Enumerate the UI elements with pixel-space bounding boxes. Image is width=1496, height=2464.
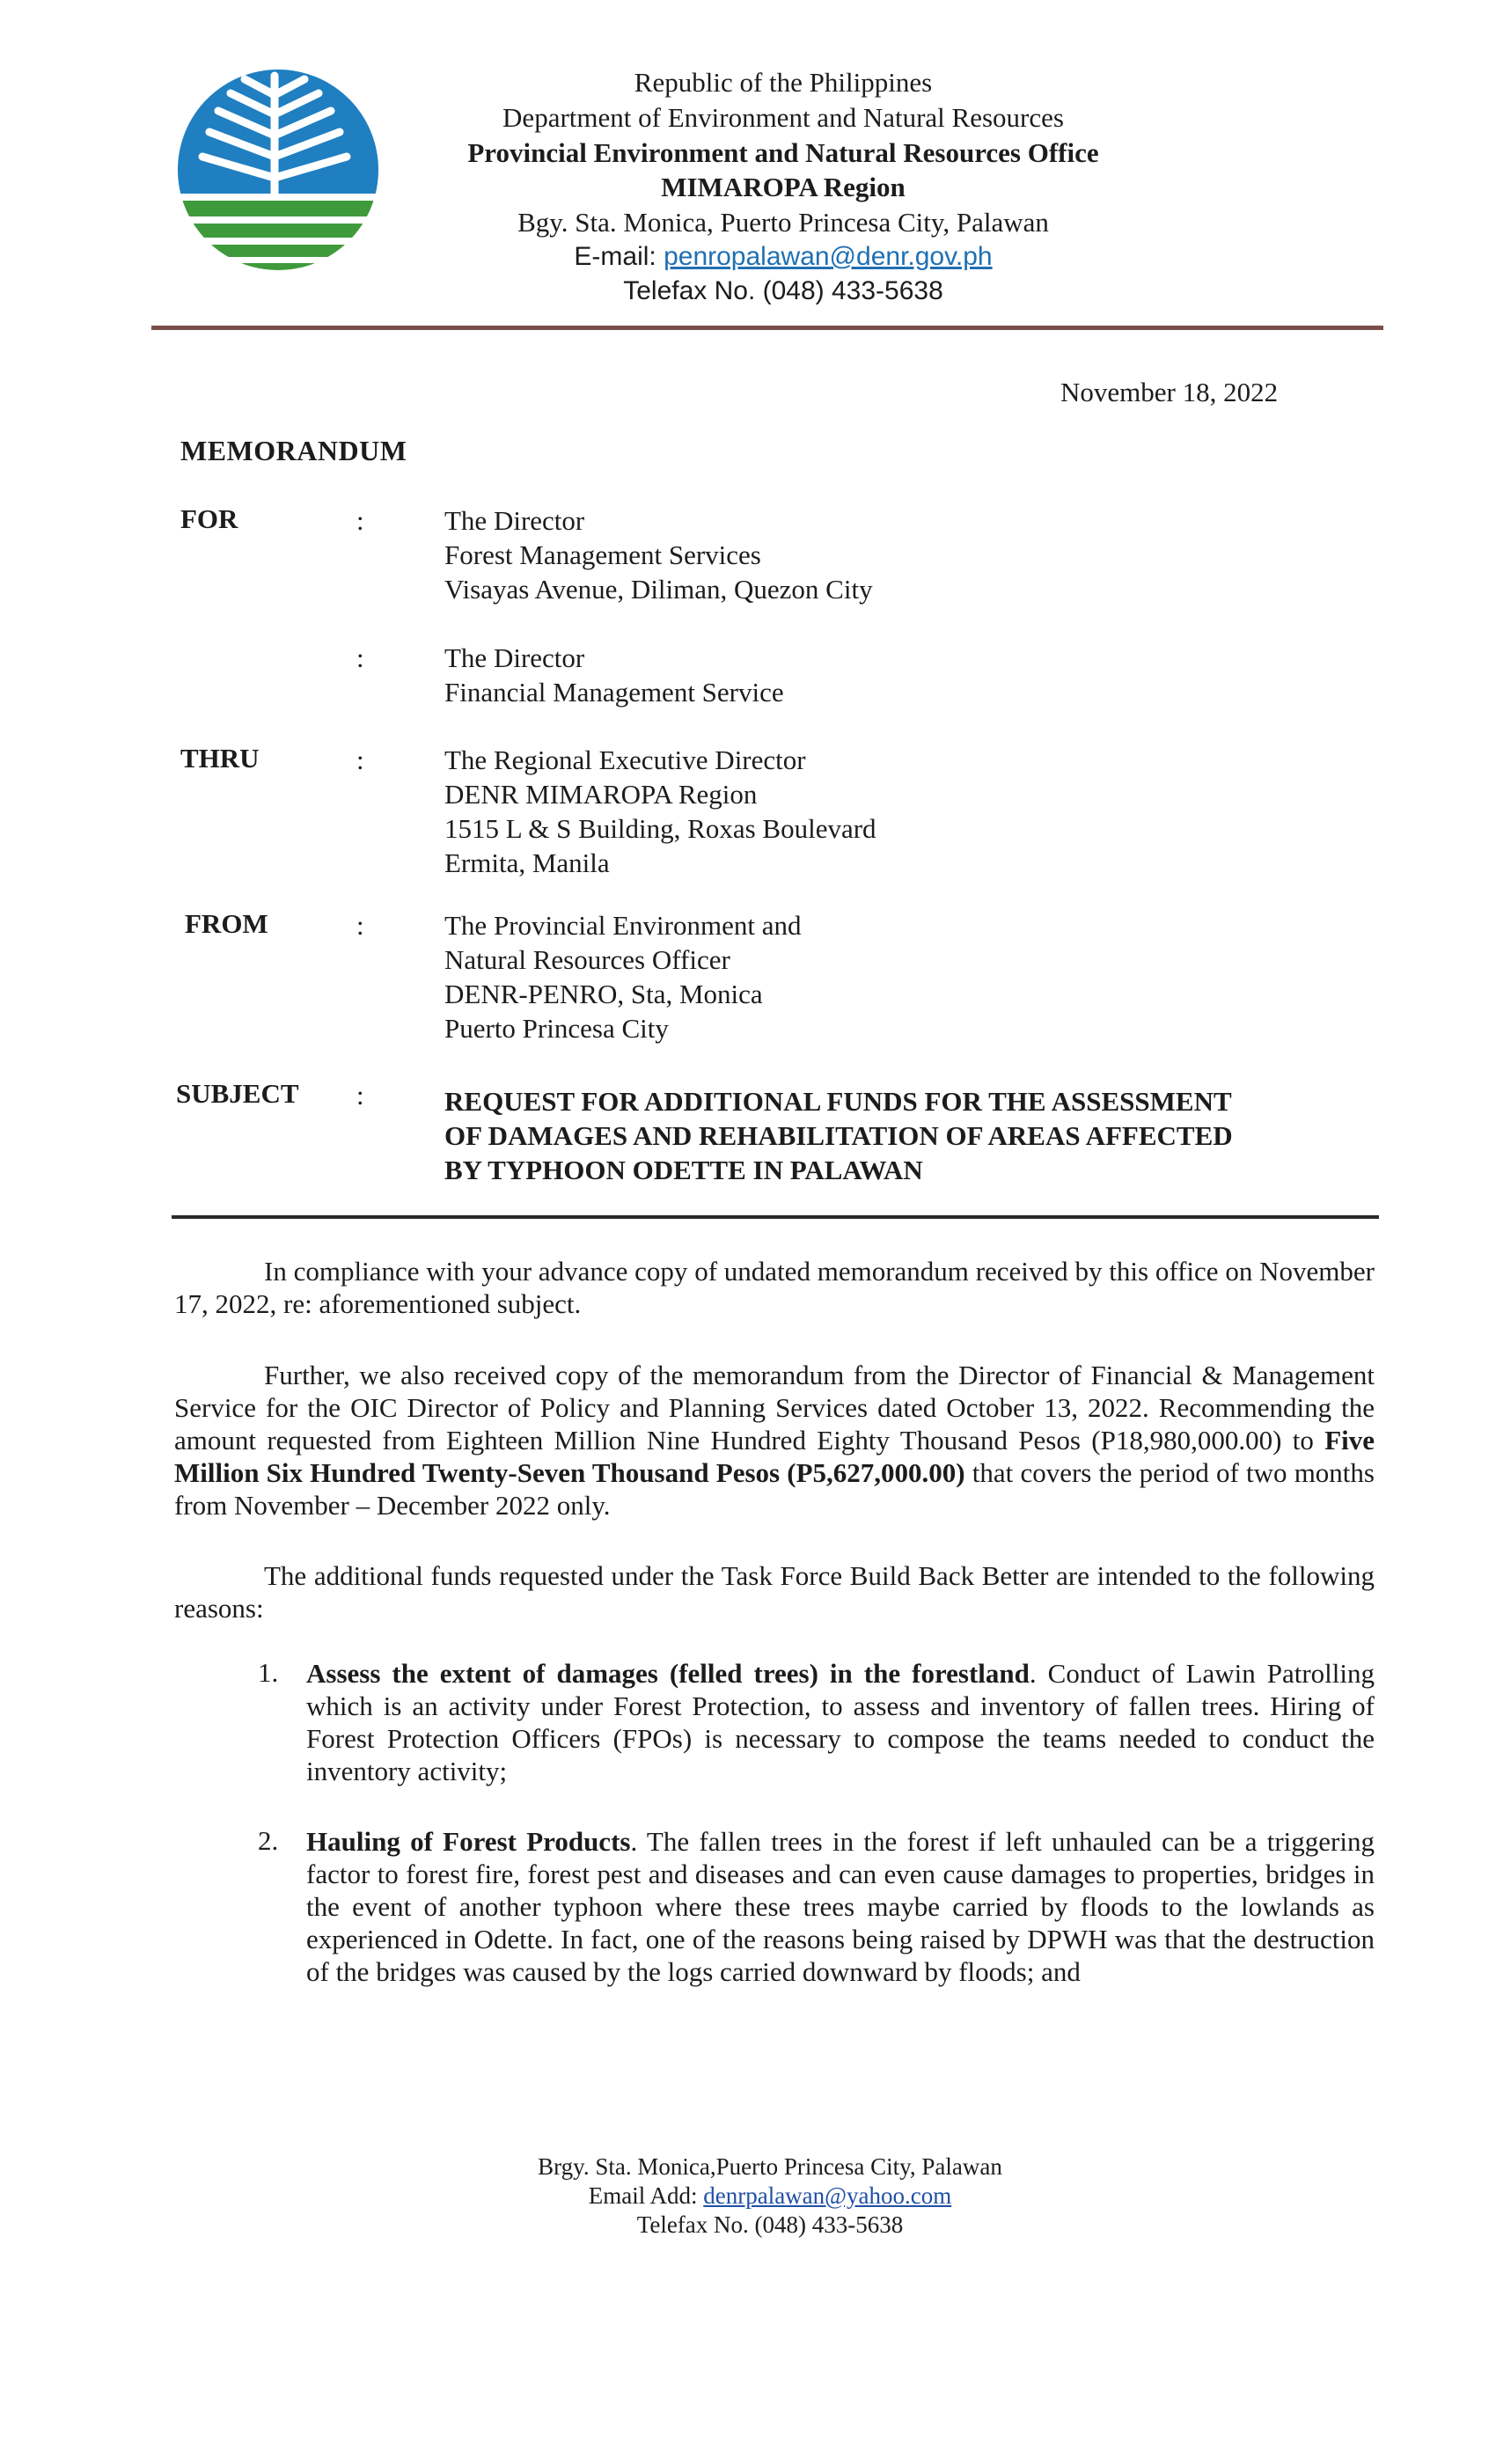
thru-line: The Regional Executive Director (444, 744, 806, 775)
list-item-number: 2. (258, 1825, 279, 1856)
subject-colon: : (356, 1080, 364, 1111)
thru-line: 1515 L & S Building, Roxas Boulevard (444, 813, 876, 844)
subject-line: REQUEST FOR ADDITIONAL FUNDS FOR THE ASSESSMENT (444, 1086, 1232, 1117)
header-telefax: Telefax No. (048) 433-5638 (623, 276, 943, 305)
paragraph-3: The additional funds requested under the Task Force Build Back Better are intended to the following reasons: (174, 1560, 1375, 1624)
list-item-2-text: . The fallen trees in the forest if left unhauled can be a triggering factor to forest fire, forest pest and diseases and can even cause damages to properties, bridges in the event of another typhoon where these trees maybe carried by floods to the lowlands as experienced in Odette. In fact, one of the reasons being raised by DPWH was that the destruction of the bridges was caused by the logs carried downward by floods; and (306, 1826, 1375, 1987)
list-item-1 (306, 1657, 1375, 1787)
list-item-2 (306, 1825, 1375, 1988)
footer-address: Brgy. Sta. Monica,Puerto Princesa City, Palawan (538, 2153, 1002, 2180)
for-recipient-2 (444, 641, 784, 709)
from-sender (444, 908, 801, 1045)
list-item-2-heading: Hauling of Forest Products (306, 1826, 631, 1857)
subject-line: BY TYPHOON ODETTE IN PALAWAN (444, 1155, 923, 1185)
thru-recipient (444, 743, 876, 880)
from-label: FROM (185, 908, 268, 939)
paragraph-2 (174, 1359, 1375, 1522)
header-email-link[interactable]: penropalawan@denr.gov.ph (664, 242, 993, 271)
from-line: Puerto Princesa City (444, 1013, 669, 1044)
for1-line: The Director (444, 505, 585, 536)
paragraph-2-text-b: that covers the period of two months from November – December 2022 only. (174, 1457, 1375, 1521)
header-email-label: E-mail: (574, 242, 656, 271)
header-address: Bgy. Sta. Monica, Puerto Princesa City, Palawan (517, 207, 1049, 238)
memo-date: November 18, 2022 (1060, 377, 1279, 407)
memo-title: MEMORANDUM (180, 435, 407, 466)
subject-line: OF DAMAGES AND REHABILITATION OF AREAS AFFECTED (444, 1120, 1233, 1151)
from-line: Natural Resources Officer (444, 944, 730, 975)
for1-line: Visayas Avenue, Diliman, Quezon City (444, 574, 873, 605)
subject-text (444, 1084, 1233, 1187)
footer-email-link[interactable]: denrpalawan@yahoo.com (703, 2182, 952, 2209)
header-department: Department of Environment and Natural Resources (502, 102, 1064, 133)
thru-label: THRU (180, 743, 260, 774)
footer (440, 2152, 1100, 2240)
for2-line: The Director (444, 642, 585, 673)
from-line: The Provincial Environment and (444, 910, 802, 941)
paragraph-1: In compliance with your advance copy of undated memorandum received by this office on November 17, 2022, re: aforementioned subject. (174, 1256, 1375, 1319)
footer-email-line (440, 2182, 1100, 2211)
header-office: Provincial Environment and Natural Resources Office (467, 137, 1099, 168)
paragraph-2-amount: Five Million Six Hundred Twenty-Seven Thousand Pesos (P5,627,000.00) (174, 1425, 1375, 1488)
for2-line: Financial Management Service (444, 677, 784, 708)
thru-line: Ermita, Manila (444, 847, 610, 878)
footer-email-label: Email Add: (588, 2182, 704, 2209)
for2-colon: : (356, 642, 364, 673)
for-label: FOR (180, 503, 238, 534)
paragraph-2-text-a: Further, we also received copy of the memorandum from the Director of Financial & Management Service for the OIC Director of Policy and Planning Services dated October 13, 2022. Recommending the amount requested from Eighteen Million Nine Hundred Eighty Thousand Pesos (P18,980,000.00) to (174, 1360, 1375, 1456)
subject-label: SUBJECT (176, 1078, 299, 1109)
thru-line: DENR MIMAROPA Region (444, 779, 758, 810)
header-republic: Republic of the Philippines (634, 67, 933, 98)
subject-divider (172, 1215, 1379, 1219)
header-divider (151, 326, 1383, 330)
for-recipient-1 (444, 503, 873, 606)
header-email-line (264, 239, 1302, 274)
list-item-1-heading: Assess the extent of damages (felled trees) in the forestland (306, 1658, 1030, 1689)
list-item-number: 1. (258, 1657, 279, 1688)
for-colon: : (356, 505, 364, 536)
list-item-1-text: . Conduct of Lawin Patrolling which is an activity under Forest Protection, to assess and inventory of fallen trees. Hiring of Forest Protection Officers (FPOs) is necessary to compose the teams needed to conduct the inventory activity; (306, 1658, 1375, 1786)
from-line: DENR-PENRO, Sta, Monica (444, 979, 763, 1009)
from-colon: : (356, 910, 364, 941)
for1-line: Forest Management Services (444, 539, 761, 570)
thru-colon: : (356, 744, 364, 775)
footer-telefax: Telefax No. (048) 433-5638 (636, 2211, 904, 2238)
header-region: MIMAROPA Region (661, 172, 906, 202)
